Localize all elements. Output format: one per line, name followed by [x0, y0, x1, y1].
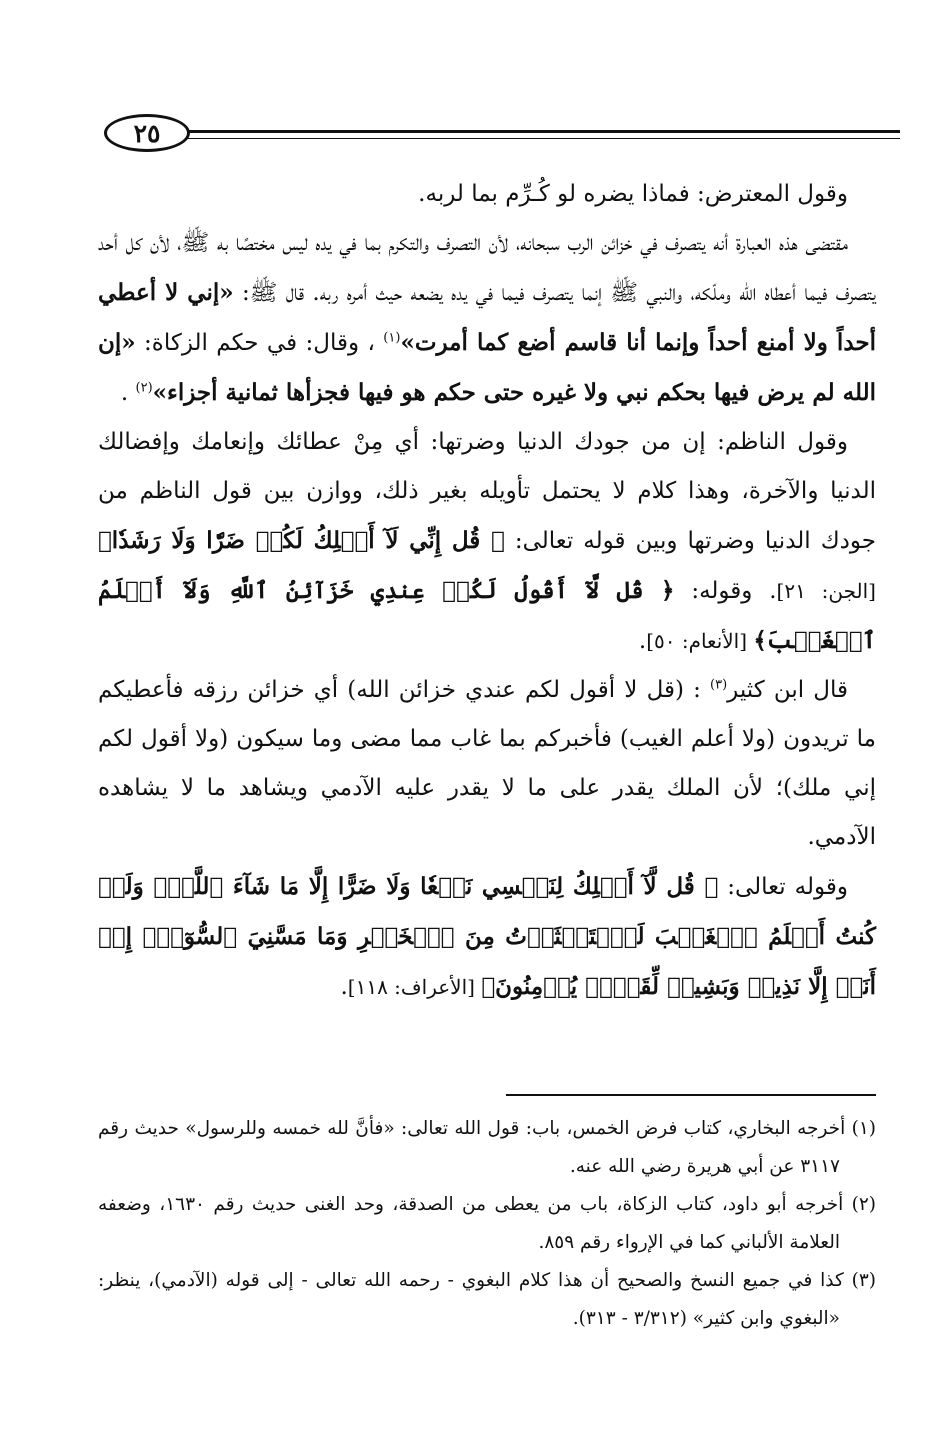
paragraph-1	[98, 170, 876, 219]
verse-reference-3: [الأعراف: ١١٨]	[347, 975, 482, 999]
footnote-separator	[506, 1094, 876, 1096]
paragraph-5-start: وقوله تعالى:	[718, 874, 848, 900]
paragraph-3-end: .	[638, 628, 647, 654]
page-number: ٢٥	[104, 114, 190, 152]
verse-reference-1: [الجن: ٢١]	[776, 579, 876, 603]
hadith-quote-1: «إني لا أعطي أحداً ولا أمنع أحداً وإنما أنا قاسم أضع كما أمرت»	[98, 279, 876, 356]
paragraph-2-mid: ، وقال: في حكم الزكاة:	[135, 330, 384, 356]
page-header	[96, 108, 900, 160]
footnotes	[98, 1110, 876, 1338]
quran-verse-1: ﴿ قُل إِنِّي لَآ أَمۡلِكُ لَكُمۡ ضَرّٗا وَلَا رَشَدٗا﴾	[98, 527, 505, 554]
paragraph-2-end: .	[120, 380, 136, 406]
footnote-marker-2[interactable]: (٢)	[135, 380, 153, 396]
footnote-marker-1[interactable]: (١)	[383, 330, 401, 346]
quran-verse-3: ﴿ قُل لَّآ أَمۡلِكُ لِنَفۡسِي نَفۡعٗا وَلَا ضَرًّا إِلَّا مَا شَآءَ ٱللَّهُۚ وَلَوۡ كُنتُ أَعۡلَمُ ٱلۡغَيۡبَ لَٱسۡتَكۡثَرۡتُ مِنَ ٱلۡخَيۡرِ وَمَا مَسَّنِيَ ٱلسُّوٓءُۚ إِنۡ أَنَا۠ إِلَّا نَذِيرٞ وَبَشِيرٞ لِّقَوۡمٖ يُؤۡمِنُونَ﴾	[98, 873, 876, 1000]
paragraph-3-text: وقول الناظم: إن من جودك الدنيا وضرتها: أي مِنْ عطائك وإنعامك وإفضالك الدنيا والآخرة، وهذا كلام لا يحتمل تأويله بغير ذلك، ووازن بين قول الناظم من جودك الدنيا وضرتها وبين قوله تعالى:	[98, 429, 876, 554]
footnote-marker-3[interactable]: (٣)	[710, 677, 728, 693]
verse-reference-2: [الأنعام: ٥٠]	[646, 629, 754, 653]
header-rule-thin	[176, 138, 900, 139]
paragraph-3	[98, 418, 876, 666]
paragraph-2	[98, 219, 876, 418]
paragraph-5	[98, 862, 876, 1012]
paragraph-5-end: .	[340, 974, 348, 1000]
paragraph-4-text: : (قل لا أقول لكم عندي خزائن الله) أي خزائن رزقه فأعطيكم ما تريدون (ولا أعلم الغيب) فأخبركم بما غاب مما مضى وما سيكون (ولا أقول لكم إني ملك)؛ لأن الملك يقدر على ما لا يقدر عليه الآدمي ويشاهد ما لا يشاهده الآدمي.	[98, 677, 876, 850]
footnote-1: (١) أخرجه البخاري، كتاب فرض الخمس، باب: قول الله تعالى: «فأنَّ لله خمسه وللرسول» حديث رقم ٣١١٧ عن أبي هريرة رضي الله عنه.	[98, 1118, 876, 1177]
paragraph-4-start: قال ابن كثير	[727, 677, 848, 703]
footnote-3: (٣) كذا في جميع النسخ والصحيح أن هذا كلام البغوي - رحمه الله تعالى - إلى قوله (الآدمي)، ينظر: «البغوي وابن كثير» (٣/٣١٢ - ٣١٣).	[98, 1270, 876, 1329]
header-rule-thick	[176, 130, 900, 133]
main-text	[98, 170, 876, 1012]
quran-verse-2: ﴿ قُل لَّآ أَقُولُ لَكُمۡ عِندِي خَزَآئِنُ ٱللَّهِ وَلَآ أَعۡلَمُ ٱلۡغَيۡبَ﴾	[98, 577, 876, 654]
hadith-quote-2: «إن الله لم يرض فيها بحكم نبي ولا غيره حتى حكم هو فيها فجزأها ثمانية أجزاء»	[98, 329, 876, 406]
paragraph-1-text: وقول المعترض: فماذا يضره لو كُـرِّم بما لربه.	[418, 181, 848, 207]
footnote-2: (٢) أخرجه أبو داود، كتاب الزكاة، باب من يعطى من الصدقة، وحد الغنى حديث رقم ١٦٣٠، وضعفه العلامة الألباني كما في الإرواء رقم ٨٥٩.	[98, 1194, 876, 1253]
paragraph-4	[98, 666, 876, 862]
paragraph-3-mid: . وقوله:	[674, 578, 777, 604]
paragraph-2-text: مقتضى هذه العبارة أنه يتصرف في خزائن الرب سبحانه، لأن التصرف والتكرم بما في يده ليس مختصًا به ﷺ، لأن كل أحد يتصرف فيما أعطاه الله وملّكه، والنبي ﷺ إنما يتصرف فيما في يده يضعه حيث أمره ربه. قال ﷺ:	[98, 230, 876, 306]
